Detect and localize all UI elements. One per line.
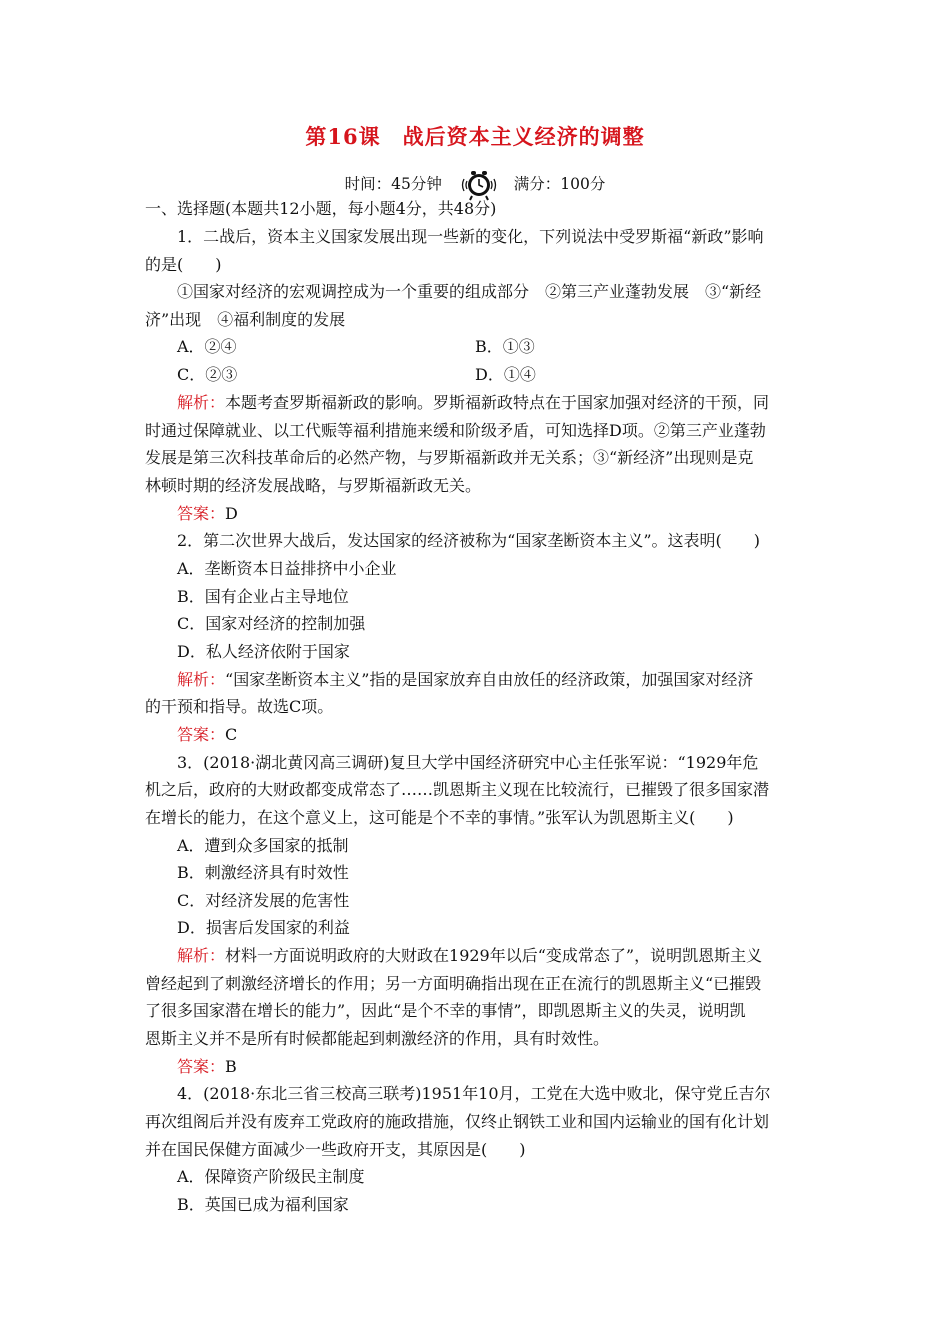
time-limit: 时间：45分钟 [344, 175, 442, 193]
answer-label: 答案： [177, 504, 226, 523]
q1-option-c: C．②③ [177, 365, 238, 384]
q3-option-b: B．刺激经济具有时效性 [177, 863, 349, 882]
q3-option-d: D．损害后发国家的利益 [177, 918, 350, 937]
q1-analysis-text: 本题考查罗斯福新政的影响。罗斯福新政特点在于国家加强对经济的干预，同 [225, 393, 770, 412]
analysis-label: 解析： [177, 393, 226, 412]
analysis-label: 解析： [177, 946, 226, 965]
q2-analysis-line2: 的干预和指导。故选C项。 [145, 697, 334, 716]
q1-answer [177, 504, 238, 524]
q2-answer-value: C [225, 725, 238, 744]
q1-stem-line2: 的是( ) [145, 255, 222, 274]
q1-stem-line3: ①国家对经济的宏观调控成为一个重要的组成部分 ②第三产业蓬勃发展 ③“新经 [177, 282, 762, 301]
full-score: 满分：100分 [513, 175, 606, 193]
q3-answer-value: B [225, 1057, 237, 1076]
q3-analysis-line1 [177, 946, 762, 966]
q4-option-a: A．保障资产阶级民主制度 [177, 1167, 365, 1186]
q3-option-a: A．遭到众多国家的抵制 [177, 836, 349, 855]
q3-analysis-line4: 恩斯主义并不是所有时候都能起到刺激经济的作用，具有时效性。 [145, 1029, 610, 1048]
q3-stem-line1: 3．(2018·湖北黄冈高三调研)复旦大学中国经济研究中心主任张军说：“1929年危 [177, 753, 759, 772]
q2-analysis-text: “国家垄断资本主义”指的是国家放弃自由放任的经济政策，加强国家对经济 [225, 670, 754, 689]
q2-analysis-line1 [177, 670, 753, 690]
section-heading: 一、选择题(本题共12小题，每小题4分，共48分) [145, 199, 497, 218]
q1-stem-line1: 1．二战后，资本主义国家发展出现一些新的变化，下列说法中受罗斯福“新政”影响 [177, 227, 764, 246]
q1-option-b: B．①③ [475, 337, 535, 356]
analysis-label: 解析： [177, 670, 226, 689]
answer-label: 答案： [177, 725, 226, 744]
q1-analysis-line1 [177, 393, 769, 413]
q4-stem-line2: 再次组阁后并没有废弃工党政府的施政措施，仅终止钢铁工业和国内运输业的国有化计划 [145, 1112, 770, 1131]
q4-option-b: B．英国已成为福利国家 [177, 1195, 349, 1214]
q2-answer [177, 725, 237, 745]
q4-stem-line1: 4．(2018·东北三省三校高三联考)1951年10月，工党在大选中败北，保守党丘吉尔 [177, 1084, 771, 1103]
q3-option-c: C．对经济发展的危害性 [177, 891, 350, 910]
q2-option-a: A．垄断资本日益排挤中小企业 [177, 559, 397, 578]
q3-stem-line2: 机之后，政府的大财政都变成常态了……凯恩斯主义现在比较流行，已摧毁了很多国家潜 [145, 780, 770, 799]
q3-analysis-line3: 了很多国家潜在增长的能力”，因此“是个不幸的事情”，即凯恩斯主义的失灵，说明凯 [145, 1001, 746, 1020]
q1-stem-line4: 济”出现 ④福利制度的发展 [145, 310, 346, 329]
q1-analysis-line3: 发展是第三次科技革命后的必然产物，与罗斯福新政并无关系；③“新经济”出现则是克 [145, 448, 754, 467]
q2-option-b: B．国有企业占主导地位 [177, 587, 349, 606]
page-title: 第16课 战后资本主义经济的调整 [305, 124, 645, 149]
q2-option-c: C．国家对经济的控制加强 [177, 614, 366, 633]
alarm-clock-icon [459, 167, 499, 203]
exam-meta [0, 167, 950, 203]
answer-label: 答案： [177, 1057, 226, 1076]
q1-analysis-line4: 林顿时期的经济发展战略，与罗斯福新政无关。 [145, 476, 482, 495]
q4-stem-line3: 并在国民保健方面减少一些政府开支，其原因是( ) [145, 1140, 526, 1159]
q3-analysis-text: 材料一方面说明政府的大财政在1929年以后“变成常态了”，说明凯恩斯主义 [225, 946, 763, 965]
q2-stem-line1: 2．第二次世界大战后，发达国家的经济被称为“国家垄断资本主义”。这表明( ) [177, 531, 761, 550]
q1-answer-value: D [225, 504, 238, 523]
q1-option-a: A．②④ [177, 337, 237, 356]
q2-option-d: D．私人经济依附于国家 [177, 642, 350, 661]
q3-answer [177, 1057, 237, 1077]
q1-option-d: D．①④ [475, 365, 536, 384]
q1-analysis-line2: 时通过保障就业、以工代赈等福利措施来缓和阶级矛盾，可知选择D项。②第三产业蓬勃 [145, 421, 766, 440]
q3-analysis-line2: 曾经起到了刺激经济增长的作用；另一方面明确指出现在正在流行的凯恩斯主义“已摧毁 [145, 974, 762, 993]
q3-stem-line3: 在增长的能力，在这个意义上，这可能是个不幸的事情。”张军认为凯恩斯主义( ) [145, 808, 734, 827]
